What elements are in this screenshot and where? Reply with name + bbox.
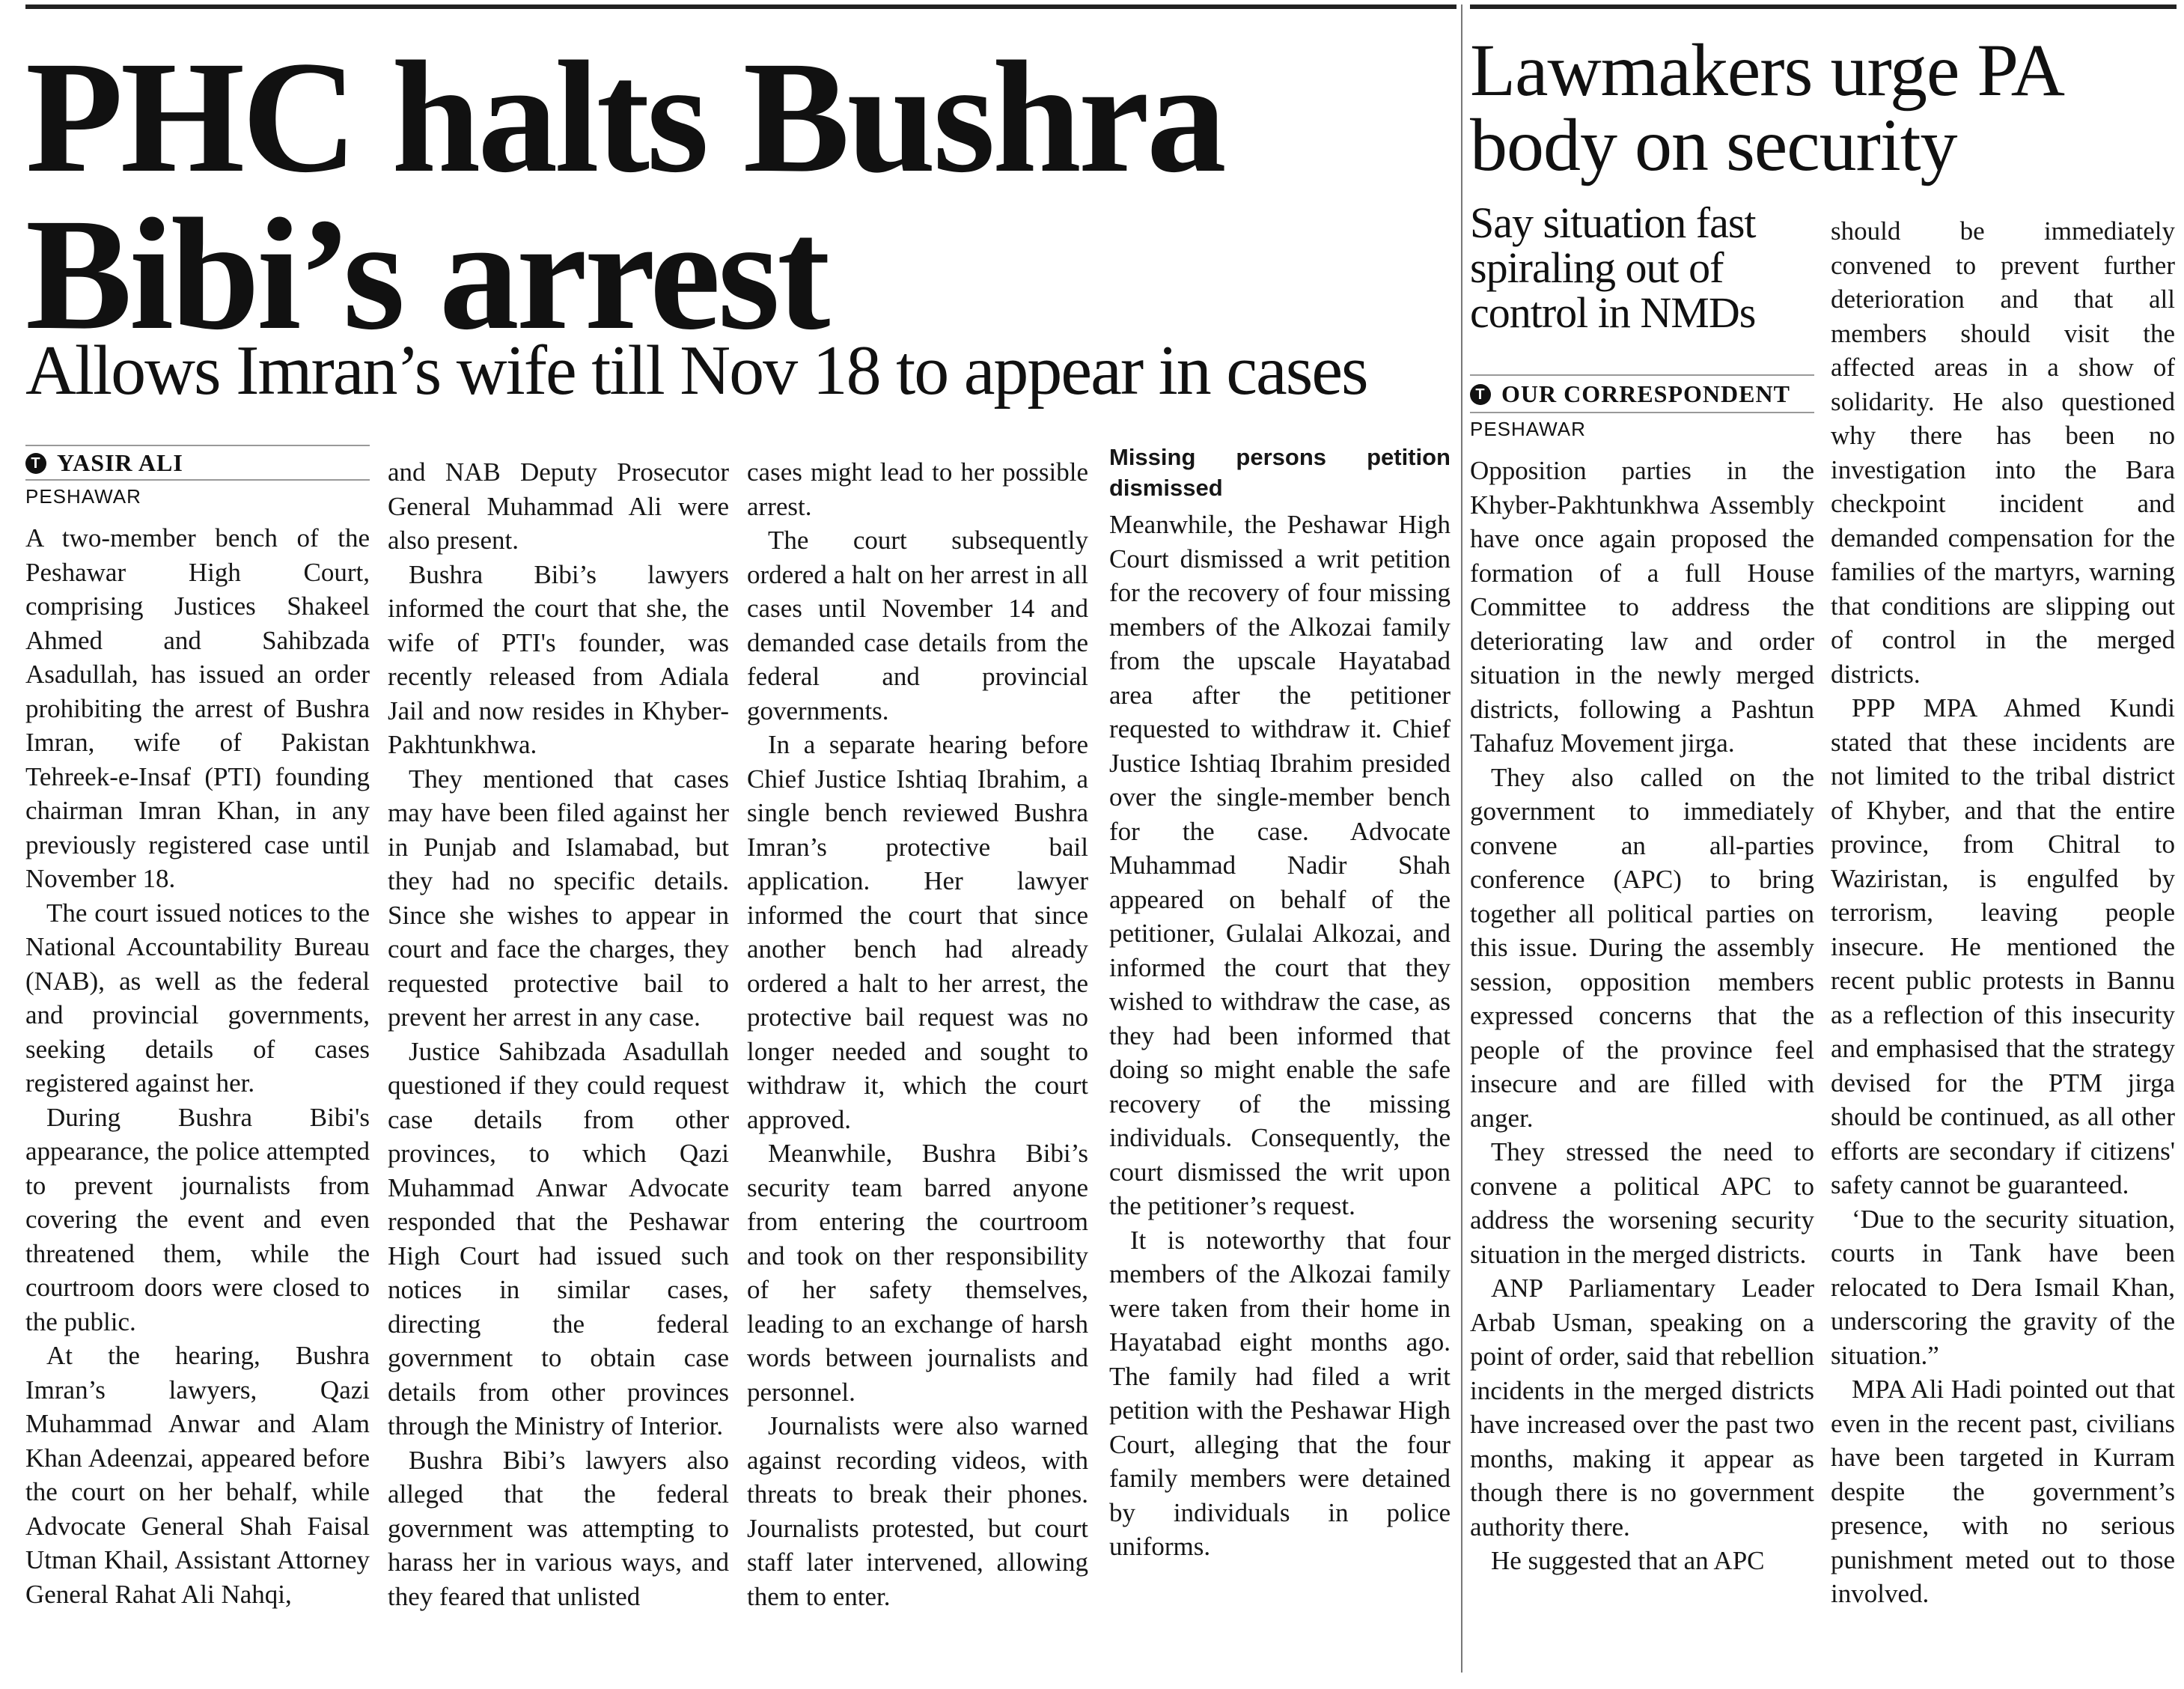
left-dateline: PESHAWAR <box>25 485 141 508</box>
paragraph: and NAB Deputy Prosecutor General Muhammad Ali were also present. <box>388 457 729 555</box>
paragraph: The court issued notices to the National Accountability Bureau (NAB), as well as the federal and provincial governments, seeking details of cases registered against her. <box>25 898 370 1098</box>
paragraph: Opposition parties in the Khyber-Pakhtunkhwa Assembly have once again proposed the formation of a full House Committee to address the deteriorating law and order situation in the newly merged districts, following a Pashtun Tahafuz Movement jirga. <box>1470 456 1814 758</box>
paragraph: In a separate hearing before Chief Justice Ishtiaq Ibrahim, a single bench reviewed Bushra Imran’s protective bail application. Her lawyer informed the court that since another bench had already ordered a halt to her arrest, the protective bail request was no longer needed and sought to withdraw it, which the court approved. <box>747 730 1088 1134</box>
paragraph: They mentioned that cases may have been filed against her in Punjab and Islamabad, but they had no specific details. Since she wishes to appear in court and face the charges, they requested protective bail to prevent her arrest in any case. <box>388 764 729 1032</box>
right-col-2 <box>1831 214 2175 1611</box>
paragraph: Journalists were also warned against recording videos, with threats to break their phones. Journalists protested, but court staff later intervened, allowing them to enter. <box>747 1411 1088 1611</box>
paragraph: ‘Due to the security situation, courts in Tank have been relocated to Dera Ismail Khan, underscoring the gravity of the situation.” <box>1831 1204 2175 1370</box>
left-byline-rule <box>25 445 370 446</box>
left-headline-line2: Bibi’s arrest <box>25 186 828 363</box>
section-subhead: Missing persons petition dismissed <box>1109 444 1451 501</box>
paragraph: should be immediately convened to prevent further deterioration and that all members should visit the affected areas in a show of solidarity. He also questioned why there has been no investigation into the Bara checkpoint incident and demanded compensation for the families of the martyrs, warning that conditions are slipping out of control in the merged districts. <box>1831 216 2175 689</box>
right-headline-line1: Lawmakers urge PA <box>1470 28 2064 112</box>
right-byline <box>1470 380 1790 408</box>
right-dateline: PESHAWAR <box>1470 418 1586 440</box>
left-col-1 <box>25 521 370 1611</box>
paragraph: PPP MPA Ahmed Kundi stated that these incidents are not limited to the tribal district of Khyber, and that the entire province, from Chitral to Waziristan, is engulfed by terrorism, leaving people insecure. He mentioned the recent public protests in Bannu as a reflection of this insecurity and emphasised that the strategy devised for the PTM jirga should be continued, as all other efforts are secondary if citizens' safety cannot be guaranteed. <box>1831 693 2175 1199</box>
paragraph: Meanwhile, the Peshawar High Court dismissed a writ petition for the recovery of four missing members of the Alkozai family from the upscale Hayatabad area after the petitioner requested to withdraw it. Chief Justice Ishtiaq Ibrahim presided over the single-member bench for the case. Advocate Muhammad Nadir Shah appeared on behalf of the petitioner, Gulalai Alkozai, and informed the court that they wished to withdraw the case, as they had been informed that doing so might enable the safe recovery of the missing individuals. Consequently, the court dismissed the writ upon the petitioner’s request. <box>1109 510 1451 1220</box>
left-headline-line1: PHC halts Bushra <box>25 28 1224 206</box>
right-subheadline-line3: control in NMDs <box>1470 288 1756 337</box>
left-subheadline: Allows Imran’s wife till Nov 18 to appear in cases <box>25 332 1367 410</box>
left-col-2 <box>388 455 729 1613</box>
paragraph: They stressed the need to convene a political APC to address the worsening security situation in the merged districts. <box>1470 1137 1814 1269</box>
right-subheadline <box>1470 198 1814 337</box>
paragraph: cases might lead to her possible arrest. <box>747 457 1088 521</box>
right-headline <box>1470 28 2174 186</box>
paragraph: MPA Ali Hadi pointed out that even in the recent past, civilians have been targeted in Kurram despite the government’s presence, with no serious punishment meted out to those involved. <box>1831 1375 2175 1608</box>
paragraph: It is noteworthy that four members of the Alkozai family were taken from their home in Hayatabad eight months ago. The family had filed a writ petition with the Peshawar High Court, alleging that the four family members were detained by individuals in police uniforms. <box>1109 1225 1451 1561</box>
right-headline-line2: body on security <box>1470 103 1957 186</box>
story-divider <box>1461 4 1462 1673</box>
paragraph: Bushra Bibi’s lawyers informed the court that she, the wife of PTI's founder, was recently released from Adiala Jail and now resides in Khyber-Pakhtunkhwa. <box>388 559 729 759</box>
right-subheadline-line1: Say situation fast <box>1470 198 1756 247</box>
paragraph: Justice Sahibzada Asadullah questioned if they could request case details from other provinces, to which Qazi Muhammad Anwar Advocate responded that the Peshawar High Court had issued such notices in similar cases, directing the federal government to obtain case details from other provinces through the Ministry of Interior. <box>388 1036 729 1440</box>
left-top-rule <box>25 4 1456 9</box>
paragraph: They also called on the government to immediately convene an all-parties conference (APC) to bring together all political parties on this issue. During the assembly session, opposition members expressed concerns that the people of the province feel insecure and are filled with anger. <box>1470 762 1814 1133</box>
paragraph: At the hearing, Bushra Imran’s lawyers, Qazi Muhammad Anwar and Alam Khan Adeenzai, appeared before the court on her behalf, while Advocate General Shah Faisal Utman Khail, Assistant Attorney General Rahat Ali Nahqi, <box>25 1341 370 1609</box>
paragraph: He suggested that an APC <box>1491 1546 1765 1575</box>
paragraph: A two-member bench of the Peshawar High Court, comprising Justices Shakeel Ahmed and Sahibzada Asadullah, has issued an order prohibiting the arrest of Bushra Imran, wife of Pakistan Tehreek-e-Insaf (PTI) founding chairman Imran Khan, in any previously registered case until November 18. <box>25 523 370 893</box>
left-col-4 <box>1109 442 1451 1564</box>
right-byline-rule-2 <box>1470 412 1814 413</box>
left-byline <box>25 449 183 477</box>
paragraph: Meanwhile, Bushra Bibi’s security team barred anyone from entering the courtroom and took on ther responsibility of her safety themselves, leading to an exchange of harsh words between journalists and personnel. <box>747 1139 1088 1407</box>
left-headline <box>25 28 1448 363</box>
byline-icon: T <box>1470 384 1491 405</box>
left-col-3 <box>747 455 1088 1613</box>
right-col-1 <box>1470 454 1814 1578</box>
paragraph: Bushra Bibi’s lawyers also alleged that the federal government was attempting to harass her in various ways, and they feared that unlisted <box>388 1445 729 1611</box>
right-byline-author: OUR CORRESPONDENT <box>1501 380 1790 407</box>
paragraph: During Bushra Bibi's appearance, the police attempted to prevent journalists from covering the event and even threatened them, while the courtroom doors were closed to the public. <box>25 1102 370 1336</box>
paragraph: The court subsequently ordered a halt on her arrest in all cases until November 14 and demanded case details from the federal and provincial governments. <box>747 526 1088 725</box>
left-byline-rule-2 <box>25 479 370 481</box>
right-subheadline-line2: spiraling out of <box>1470 243 1724 292</box>
paragraph: ANP Parliamentary Leader Arbab Usman, speaking on a point of order, said that rebellion incidents in the merged districts have increased over the past two months, making it appear as though there is no government authority there. <box>1470 1273 1814 1542</box>
left-byline-author: YASIR ALI <box>57 449 183 476</box>
byline-icon: T <box>25 453 46 474</box>
right-byline-rule <box>1470 374 1814 376</box>
right-top-rule <box>1470 4 2177 9</box>
